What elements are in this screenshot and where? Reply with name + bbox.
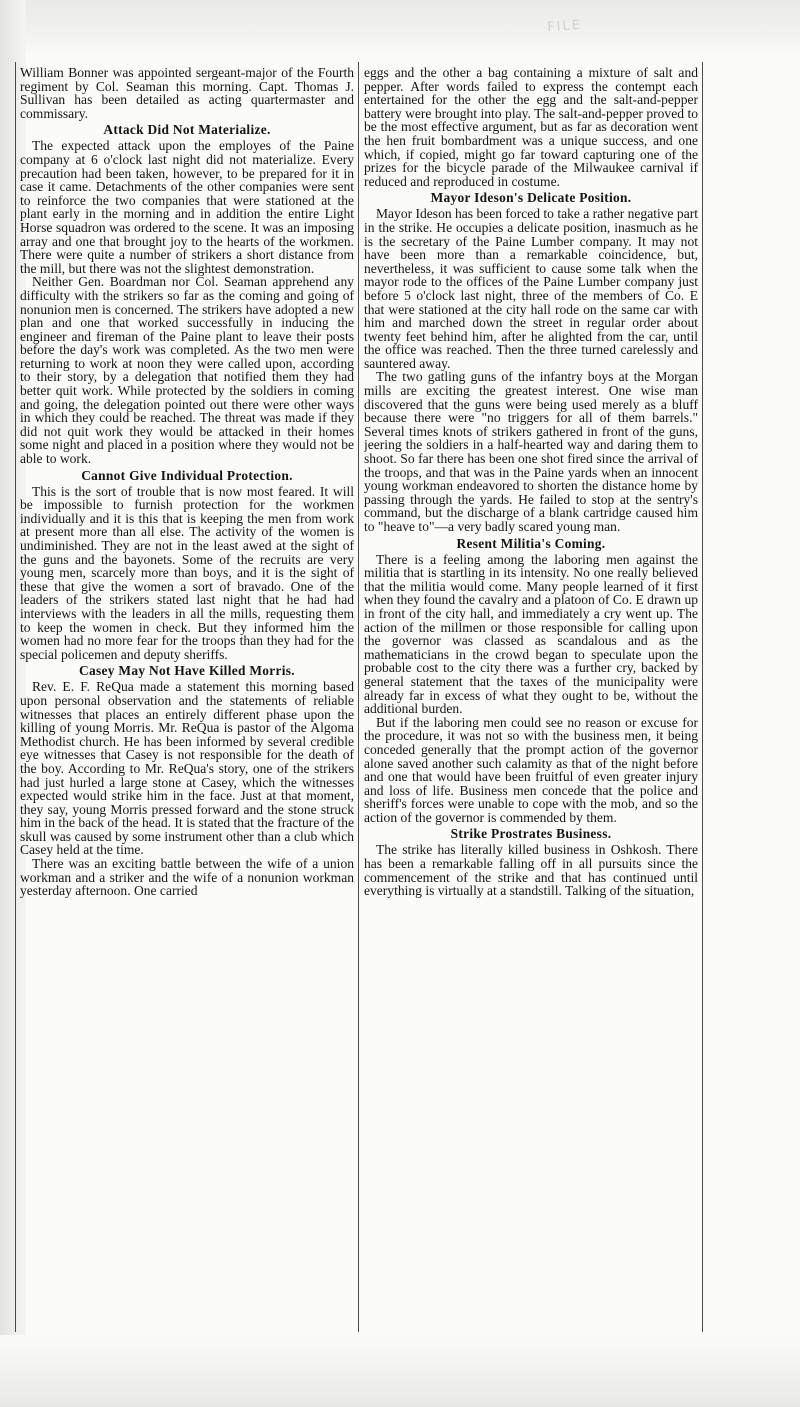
article-heading: Strike Prostrates Business. bbox=[450, 826, 612, 842]
left-column bbox=[20, 66, 354, 1328]
article-paragraph: The strike has literally killed business in Oshkosh. There has been a remarkable falling off in all pursuits since the commencement of the strike and that has continued until everything is virtually at a standstill. Talking of the situation, bbox=[364, 842, 698, 899]
faded-stamp: FILE bbox=[546, 17, 583, 36]
article-paragraph: But if the laboring men could see no reason or excuse for the procedure, it was not so with the business men, it being conceded generally that the prompt action of the governor alone saved another such calamity as that of the night before and one that would have been fruitful of even greater injury and loss of life. Business men concede that the police and sheriff's forces were unable to cope with the mob, and so the action of the governor is commended by them. bbox=[364, 714, 698, 825]
article-paragraph: There is a feeling among the laboring men against the militia that is startling in its intensity. No one really believed that the militia would come. Many people learned of it first when they found the cavalry and a platoon of Co. E drawn up in front of the city hall, and immediately a cry went up. The action of the millmen or those responsible for calling upon the governor was classed as scandalous and as the mathematicians in the crowd began to speculate upon the probable cost to the city there was a further cry, backed by general statement that the taxes of the municipality were already far in excess of what they ought to be, without the additional burden. bbox=[364, 551, 698, 717]
right-column bbox=[364, 66, 698, 1328]
column-rule-right bbox=[702, 62, 703, 1332]
article-heading: Attack Did Not Materialize. bbox=[103, 122, 271, 138]
article-paragraph: The two gatling guns of the infantry boys at the Morgan mills are exciting the greatest interest. One wise man discovered that the guns were being used merely as a bluff because there were "no triggers for all of them barrels." Several times knots of strikers gathered in front of the guns, jeering the soldiers in a half-hearted way and daring them to shoot. So far there has been one shot fired since the arrival of the troops, and that was in the Paine yards when an innocent young workman endeavored to shorten the distance home by passing through the yards. He failed to stop at the sentry's command, but the discharge of a blank cartridge caused him to "heave to"—a very badly scared young man. bbox=[364, 369, 698, 534]
article-heading: Casey May Not Have Killed Morris. bbox=[79, 663, 295, 679]
article-paragraph: This is the sort of trouble that is now most feared. It will be impossible to furnish protection for the workmen individually and it is this that is keeping the men from work at present more than all else. The activity of the women is undiminished. They are not in the least awed at the sight of the guns and the bayonets. Some of the recruits are very young men, scarcely more than boys, and it is the sight of these that give the women a sort of bravado. One of the leaders of the strikers stated last night that he had had interviews with the leaders in all the mills, requesting them to keep the women in check. But they informed him the women had no more fear for the troops than they had for the special policemen and deputy sheriffs. bbox=[20, 483, 354, 662]
article-heading: Cannot Give Individual Protection. bbox=[81, 467, 293, 483]
article-paragraph: Rev. E. F. ReQua made a statement this morning based upon personal observation and the statements of reliable witnesses that places an entirely different phase upon the killing of young Morris. Mr. ReQua is pastor of the Algoma Methodist church. He has been informed by several credible eye witnesses that Casey is not responsible for the death of the boy. According to Mr. ReQua's story, one of the strikers had just hurled a large stone at Casey, which the witnesses expected would strike him in the face. Just at that moment, they say, young Morris pressed forward and the stone struck him in the back of the head. It is stated that the fracture of the skull was caused by some instrument other than a club which Casey held at the time. bbox=[20, 679, 354, 858]
column-rule-left bbox=[15, 62, 16, 1332]
article-paragraph: There was an exciting battle between the wife of a union workman and a striker and the wife of a nonunion workman yesterday afternoon. One carried bbox=[20, 856, 354, 899]
torn-top-edge bbox=[0, 0, 800, 58]
article-heading: Mayor Ideson's Delicate Position. bbox=[430, 190, 632, 206]
article-heading: Resent Militia's Coming. bbox=[456, 535, 606, 551]
article-paragraph: Mayor Ideson has been forced to take a rather negative part in the strike. He occupies a delicate position, inasmuch as he is the secretary of the Paine Lumber company. It may not have been more than a remarkable coincidence, but, nevertheless, it was sufficient to cause some talk when the mayor rode to the offices of the Paine Lumber company just before 5 o'clock last night, three of the members of Co. E that were stationed at the city hall rode on the same car with him and marched down the street in regular order about twenty feet behind him, after he alighted from the car, until the office was reached. Then the three turned carelessly and sauntered away. bbox=[364, 206, 698, 371]
torn-bottom-edge bbox=[0, 1335, 800, 1407]
article-paragraph: eggs and the other a bag containing a mixture of salt and pepper. After words failed to express the contempt each entertained for the other the egg and the salt-and-pepper battery were brought into play. The salt-and-pepper proved to be the most effective argument, but as far as decoration went the hen fruit bombardment was a unique success, and one which, if copied, might go far toward capturing one of the prizes for the bicycle parade of the Milwaukee carnival if reduced and reproduced in costume. bbox=[364, 66, 698, 189]
article-paragraph: The expected attack upon the employes of the Paine company at 6 o'clock last night did not materialize. Every precaution had been taken, however, to be prepared for it in case it came. Detachments of the other companies were sent to reinforce the two companies that were stationed at the plant early in the morning and in addition the entire Light Horse squadron was ordered to the scene. It was an imposing array and one that brought joy to the hearts of the workmen. There were quite a number of strikers a short distance from the mill, but there was not the slightest demonstration. bbox=[20, 138, 354, 276]
article-paragraph: William Bonner was appointed sergeant-major of the Fourth regiment by Col. Seaman this morning. Capt. Thomas J. Sullivan has been detailed as acting quartermaster and commissary. bbox=[20, 66, 354, 121]
article-paragraph: Neither Gen. Boardman nor Col. Seaman apprehend any difficulty with the strikers so far as the coming and going of nonunion men is concerned. The strikers have adopted a new plan and one that worked successfully in inducing the engineer and fireman of the Paine plant to leave their posts before the day's work was completed. As the two men were returning to work at noon they were called upon, according to their story, by a delegation that notified them they had better quit work. While protected by the soldiers in coming and going, the delegation pointed out there were other ways in which they could be reached. The threat was made if they did not quit work they would be attacked in their homes some night and placed in a position where they would not be able to work. bbox=[20, 274, 354, 467]
column-rule-middle bbox=[358, 62, 359, 1332]
